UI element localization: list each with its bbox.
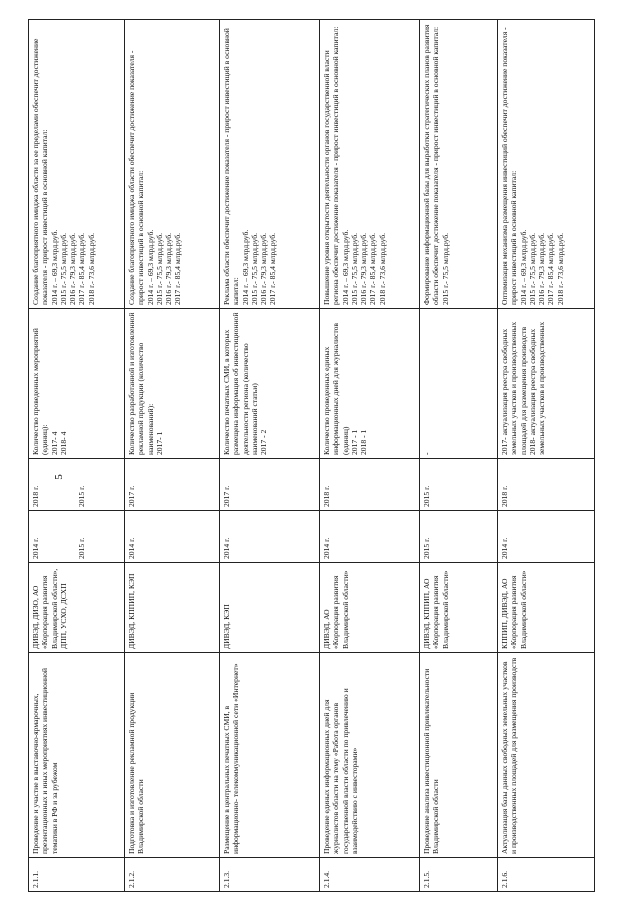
cell-indicator: Количество разработанной и изготовленной рекламной продукции (количество наименований): 2017- 1	[125, 309, 220, 459]
cell-start: 2014 г.	[220, 511, 320, 563]
cell-start: 2014 г.	[320, 511, 420, 563]
cell-event: Проведение единых информационных дней для журналистов области на тему «Работа органов государственной власти области по привлечению и взаимодействию с инвесторами»	[320, 653, 420, 858]
cell-indicator: 2017- актуализация реестра свободных земельных участков и производственных площадей для размещения производств 2018- актуализация реестра свободных земельных участков и производственных	[498, 309, 595, 459]
cell-executors: ДИВЭД, КППИП, АО «Корпорация развития Владимирской области»	[420, 563, 498, 653]
cell-end: 2017 г.	[125, 459, 220, 511]
cell-number: 2.1.3.	[220, 858, 320, 892]
cell-event: Размещение в центральных печатных СМИ, в информационно- телекоммуникационной сети «Интернет»	[220, 653, 320, 858]
cell-indicator: Количество печатных СМИ, в которых размещена информация об инвестиционной деятельности региона (количество наименований статьи) 2017 - 2	[220, 309, 320, 459]
cell-event: Проведение анализа инвестиционной привлекательности Владимирской области	[420, 653, 498, 858]
table-row	[320, 20, 420, 892]
cell-indicator: Количество проведенных единых информационных дней для журналистов (единиц) 2017 - 1 2018 - 1	[320, 309, 420, 459]
cell-end: 2018 г.	[498, 459, 595, 511]
cell-result: Оптимизация механизма размещения инвестиций обеспечит достижение показателя - прирост инвестиций в основной капитал: 2014 г. – 69,3 млрд.руб. 2015 г.- 75,5 млрд.руб. 2016 г.- 79,3 млрд.руб. 2017 г.- 85,4 млрд.руб. 2018 г.- 73,6 млрд.руб.	[498, 20, 595, 309]
rotated-table-container	[28, 20, 594, 892]
cell-end: 2018 г.	[320, 459, 420, 511]
cell-start: 2015 г.	[420, 511, 498, 563]
table-row	[220, 20, 320, 892]
table-row	[420, 20, 498, 892]
cell-result: Создание благоприятного имиджа области за ее пределами обеспечит достижение показателя - прирост инвестиций в основной капитал: 2014 г. – 69,3 млрд.руб. 2015 г.- 75,5 млрд.руб. 2016 г.- 79,3 млрд.руб. 2017 г.- 85,4 млрд.руб. 2018 г.- 73,6 млрд.руб.	[29, 20, 125, 309]
cell-number: 2.1.6.	[498, 858, 595, 892]
cell-number: 2.1.5.	[420, 858, 498, 892]
cell-executors: ДИВЭД, АО «Корпорация развития Владимирской области»	[320, 563, 420, 653]
cell-result: Формирование информационной базы для выработки стратегических планов развития области обеспечит достижение показателя - прирост инвестиций в основной капитал: 2015 г.- 75,5 млрд.руб.	[420, 20, 498, 309]
cell-indicator: -	[420, 309, 498, 459]
cell-start: 2014 г.	[125, 511, 220, 563]
cell-event: Подготовка и изготовление рекламной продукции Владимирской области	[125, 653, 220, 858]
page-number: 5	[52, 474, 65, 480]
table-row	[125, 20, 220, 892]
cell-number: 2.1.2.	[125, 858, 220, 892]
cell-end: 2015 г.	[420, 459, 498, 511]
cell-executors: ДИВЭД, КЭП	[220, 563, 320, 653]
cell-number: 2.1.1.	[29, 858, 125, 892]
table-row	[29, 20, 125, 892]
cell-indicator: Количество проведенных мероприятий (единиц): 2017- 4 2018- 4	[29, 309, 125, 459]
cell-number: 2.1.4.	[320, 858, 420, 892]
cell-end: 2017 г.	[220, 459, 320, 511]
cell-event: Актуализация базы данных свободных земельных участков и производственных площадей для размещения производств	[498, 653, 595, 858]
cell-event: Проведение и участие в выставочно-ярмарочных, презентационных и иных мероприятиях инвестиционной тематики в РФ и за рубежом	[29, 653, 125, 858]
cell-result: Создание благоприятного имиджа области обеспечит достижение показателя - прирост инвестиций в основной капитал: 2014 г. – 69,3 млрд.руб. 2015 г.- 75,5 млрд.руб. 2016 г.- 79,3 млрд.руб. 2017 г.- 85,4 млрд.руб.	[125, 20, 220, 309]
table-row	[498, 20, 595, 892]
cell-executors: ДИВЭД, ДИЗО, АО «Корпорация развития Владимирской области», ДПП, УСХО, ДСХП	[29, 563, 125, 653]
cell-executors: КППИП, ДИВЭД, АО «Корпорация развития Владимирской области»	[498, 563, 595, 653]
cell-end: 2018 г. 2015 г.	[29, 459, 125, 511]
cell-result: Реклама области обеспечит достижение показателя - прирост инвестиций в основной капитал: 2014 г. – 69,3 млрд.руб. 2015 г.- 75,5 млрд.руб. 2016 г.- 79,3 млрд.руб. 2017 г.- 85,4 млрд.руб.	[220, 20, 320, 309]
cell-executors: ДИВЭД, КППИП, КЭП	[125, 563, 220, 653]
measures-table	[28, 19, 595, 892]
cell-result: Повышение уровня открытости деятельности органов государственной власти региона обеспечит достижение показателя - прирост инвестиций в основной капитал: 2014 г. – 69,3 млрд.руб. 2015 г.- 75,5 млрд.руб. 2016 г.- 79,3 млрд.руб. 2017 г.- 85,4 млрд.руб. 2018 г.- 73,6 млрд.руб.	[320, 20, 420, 309]
cell-start: 2014 г.	[498, 511, 595, 563]
cell-start: 2014 г. 2015 г.	[29, 511, 125, 563]
